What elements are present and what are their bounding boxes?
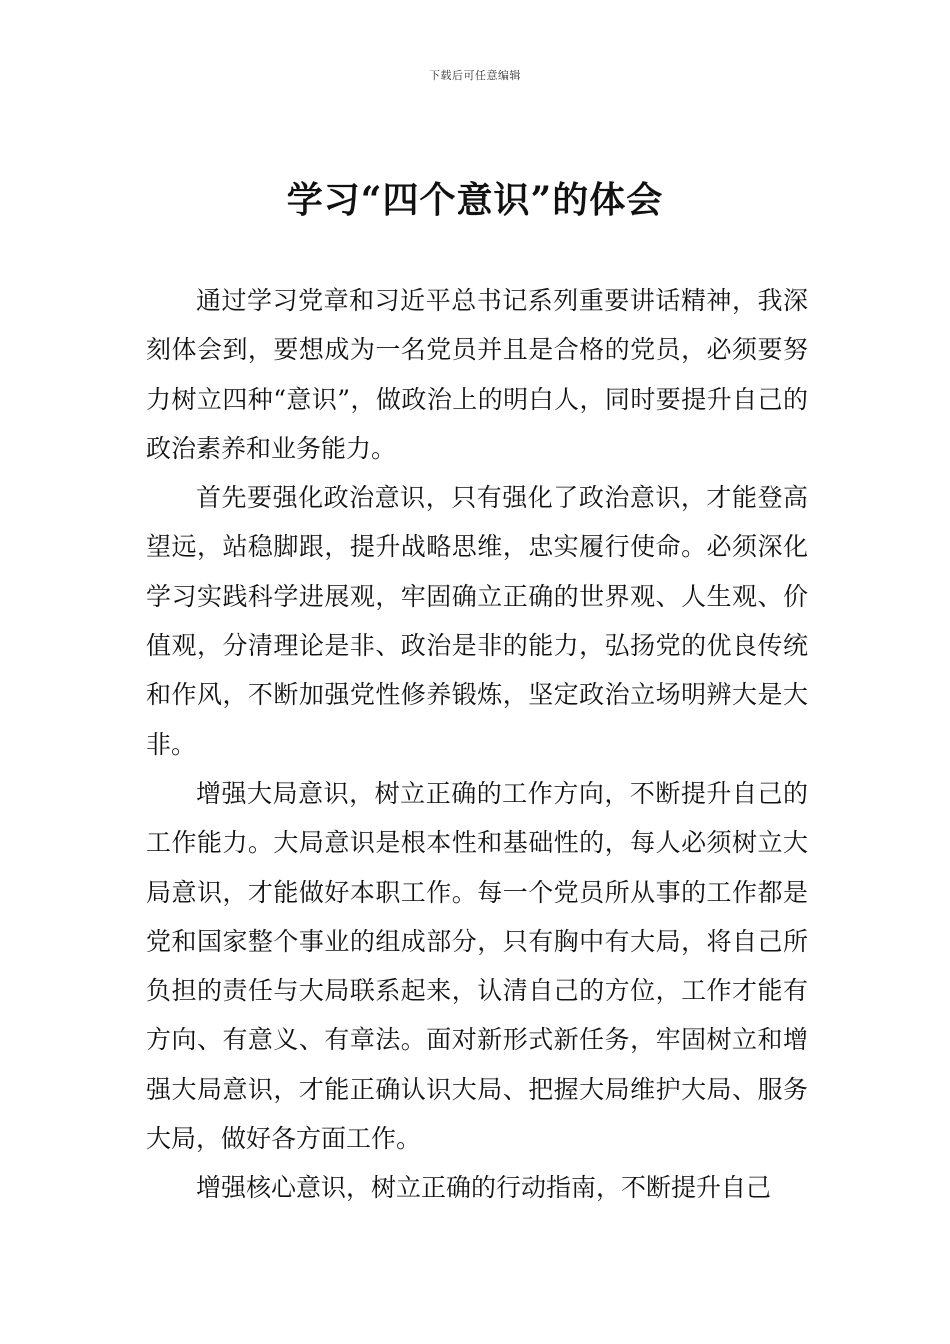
paragraph-4: 增强核心意识，树立正确的行动指南，不断提升自己 <box>196 1173 772 1203</box>
document-title: 学习“四个意识”的体会 <box>286 179 664 221</box>
paragraph-2: 首先要强化政治意识，只有强化了政治意识，才能登高望远，站稳脚跟，提升战略思维，忠实履行使命。必须深化学习实践科学进展观，牢固确立正确的世界观、人生观、价值观，分清理论是非、政治是非的能力，弘扬党的优良传统和作风，不断加强党性修养锻炼，坚定政治立场明辨大是大非。 <box>146 483 808 759</box>
document-body <box>146 276 808 1213</box>
paragraph-3: 增强大局意识，树立正确的工作方向，不断提升自己的工作能力。大局意识是根本性和基础性的，每人必须树立大局意识，才能做好本职工作。每一个党员所从事的工作都是党和国家整个事业的组成部分，只有胸中有大局，将自己所负担的责任与大局联系起来，认清自己的方位，工作才能有方向、有意义、有章法。面对新形式新任务，牢固树立和增强大局意识，才能正确认识大局、把握大局维护大局、服务大局，做好各方面工作。 <box>146 778 808 1154</box>
header-note: 下载后可任意编辑 <box>429 69 521 82</box>
paragraph-1: 通过学习党章和习近平总书记系列重要讲话精神，我深刻体会到，要想成为一名党员并且是合格的党员，必须要努力树立四种“意识”，做政治上的明白人，同时要提升自己的政治素养和业务能力。 <box>146 286 808 463</box>
